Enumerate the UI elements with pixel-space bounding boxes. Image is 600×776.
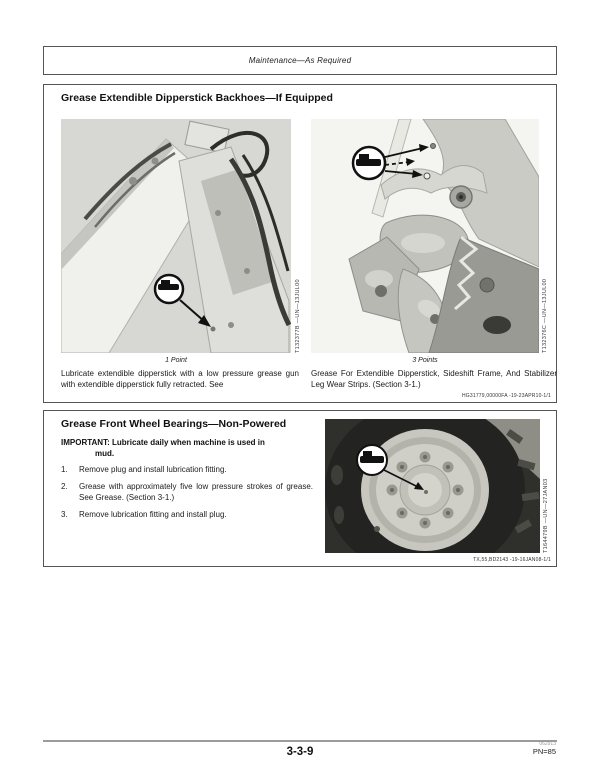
figure-caption-1-point: 1 Point xyxy=(165,357,187,364)
section1-title: Grease Extendible Dipperstick Backhoes—If Equipped xyxy=(61,92,333,104)
section-grease-front-wheel-bearings xyxy=(43,410,557,567)
page-header-box xyxy=(43,46,557,75)
dipperstick-photo-1-image xyxy=(61,119,291,353)
photo-id-vertical-label: T132376C —UN—13JUL00 xyxy=(542,278,548,353)
section2-reference-code: TX,55,BD2143 -19-16JAN08-1/1 xyxy=(473,557,551,563)
section1-text-left: Lubricate extendible dipperstick with a low pressure grease gun with extendible dipperstick fully retracted. See xyxy=(61,369,299,389)
step-1 xyxy=(61,465,313,475)
step-2 xyxy=(61,482,313,503)
page-header-title: Maintenance—As Required xyxy=(248,56,352,65)
photo-id-vertical-label: T132377B —UN—13JUL00 xyxy=(295,279,301,353)
section1-reference-code: HG31779,00000FA -19-23APR10-1/1 xyxy=(461,393,551,399)
photo-id-vertical-label: T164479B —UN—27JAN03 xyxy=(543,478,549,553)
procedure-steps xyxy=(61,465,313,528)
section1-text-right: Grease For Extendible Dipperstick, Sideshift Frame, And Stabilizer Leg Wear Strips. (Section 3-1.) xyxy=(311,369,557,389)
pn-number: PN=85 xyxy=(532,746,556,756)
step-3-number: 3. xyxy=(61,510,68,520)
step-3 xyxy=(61,510,313,520)
print-code: 062913 xyxy=(539,741,556,747)
important-text: Lubricate daily when machine is used in mud. xyxy=(95,438,265,458)
page-number: 3-3-9 xyxy=(286,746,314,758)
figure-caption-3-points: 3 Points xyxy=(412,357,438,364)
section2-title: Grease Front Wheel Bearings—Non-Powered xyxy=(61,418,287,430)
important-label: IMPORTANT: xyxy=(61,438,110,447)
step-1-text: Remove plug and install lubrication fitting. xyxy=(79,465,227,474)
footer-right-block xyxy=(533,742,556,756)
step-2-text: Grease with approximately five low pressure strokes of grease. See Grease. (Section 3-1.) xyxy=(79,482,313,502)
section-grease-extendible-dipperstick xyxy=(43,84,557,403)
front-wheel-hub-image xyxy=(325,419,540,553)
step-1-number: 1. xyxy=(61,465,68,474)
important-note xyxy=(61,438,273,460)
dipperstick-photo-3-points xyxy=(311,119,539,358)
step-2-number: 2. xyxy=(61,482,68,492)
front-wheel-hub-photo xyxy=(325,419,540,558)
footer-divider xyxy=(43,740,557,742)
dipperstick-photo-1-point xyxy=(61,119,291,358)
dipperstick-photo-3-image xyxy=(311,119,539,353)
step-3-text: Remove lubrication fitting and install plug. xyxy=(79,510,227,520)
